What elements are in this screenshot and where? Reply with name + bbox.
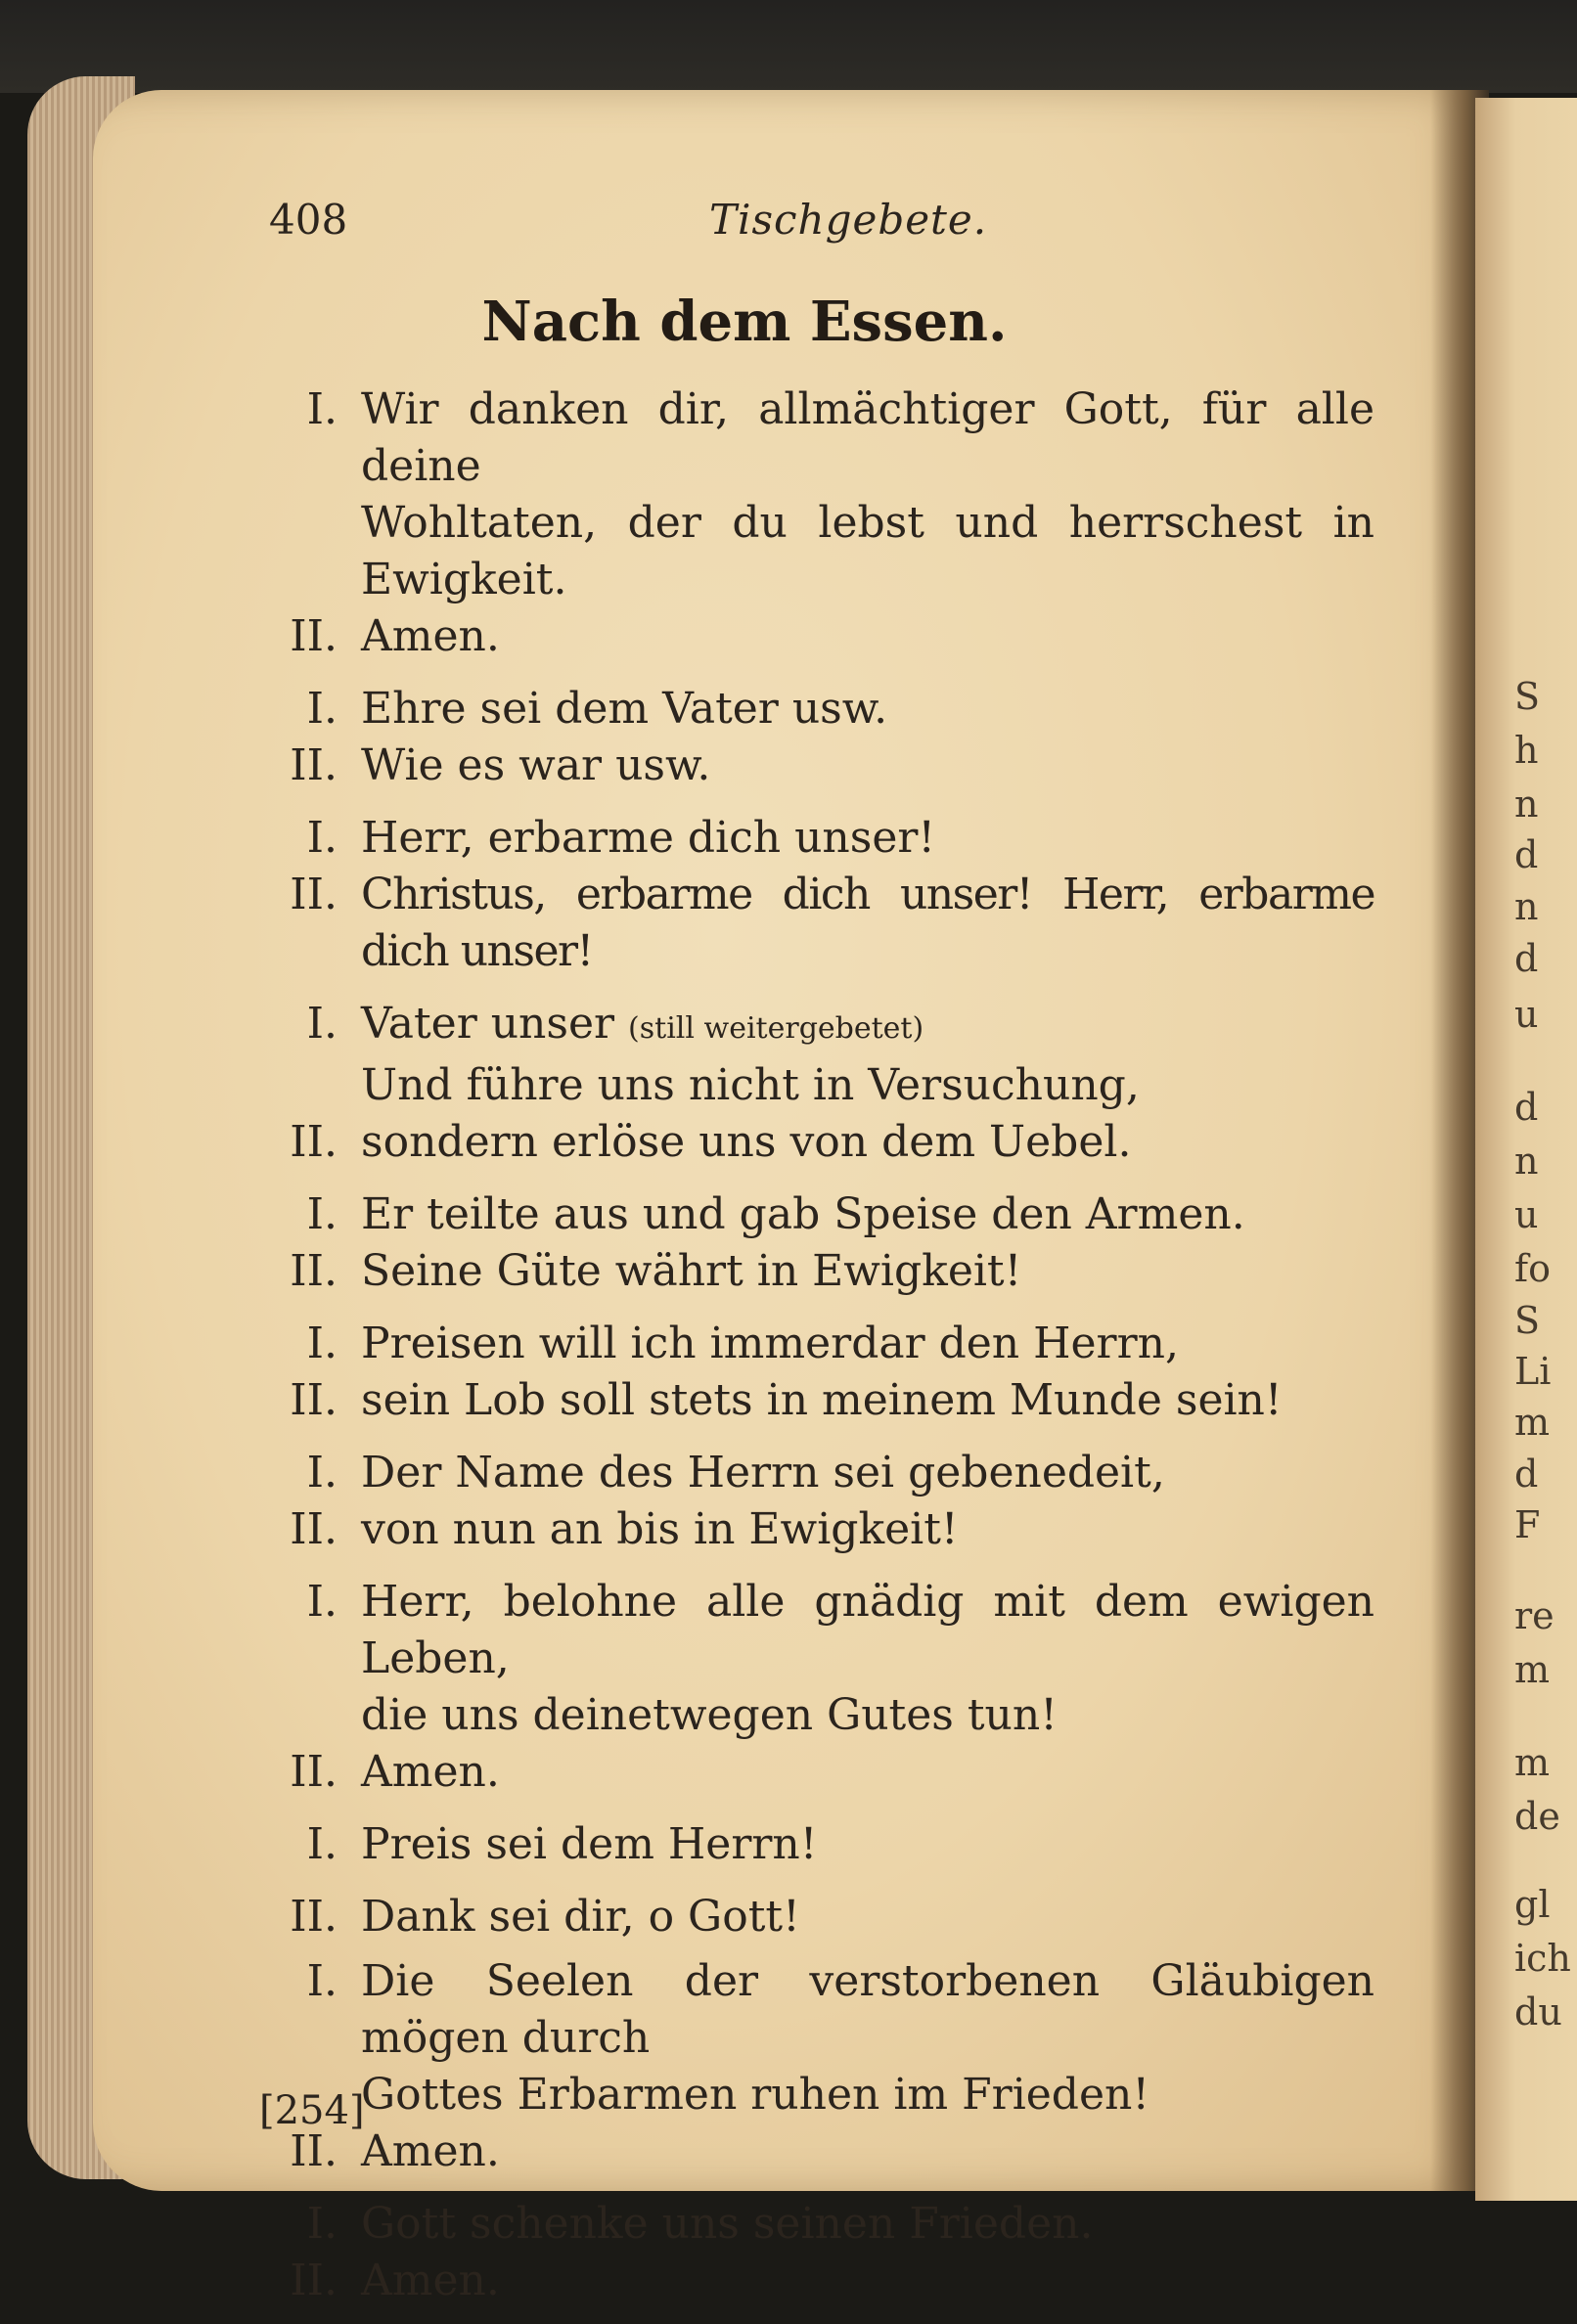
line-marker: I. bbox=[306, 1819, 338, 1869]
line-marker: I. bbox=[306, 2199, 338, 2249]
prayer-line bbox=[269, 867, 1374, 980]
line-text: Seine Güte währt in Ewigkeit! bbox=[361, 1246, 1022, 1296]
line-marker: II. bbox=[290, 2126, 338, 2176]
line-marker: I. bbox=[306, 813, 338, 863]
fragment: ich bbox=[1514, 1937, 1571, 1980]
line-text: sondern erlöse uns von dem Uebel. bbox=[361, 1117, 1132, 1167]
line-marker: I. bbox=[306, 1318, 338, 1368]
line-note: (still weitergebetet) bbox=[628, 1011, 924, 1046]
line-marker: II. bbox=[290, 1504, 338, 1554]
fragment: re bbox=[1514, 1594, 1554, 1637]
line-marker bbox=[269, 1687, 361, 1744]
fragment: d bbox=[1514, 1452, 1539, 1496]
prayer-line bbox=[269, 1953, 1374, 2067]
line-text: Preisen will ich immerdar den Herrn, bbox=[361, 1318, 1179, 1368]
prayer-line bbox=[269, 381, 1374, 495]
fragment: h bbox=[1514, 729, 1539, 772]
prayer-line bbox=[269, 996, 1374, 1057]
prayer-line bbox=[269, 2196, 1374, 2253]
line-text: Wir danken dir, allmächtiger Gott, für alle deine bbox=[361, 384, 1374, 491]
line-text: Amen. bbox=[361, 2256, 500, 2305]
prayer-line bbox=[269, 1186, 1374, 1243]
line-text: Gott schenke uns seinen Frieden. bbox=[361, 2199, 1094, 2249]
prayer-line bbox=[269, 1744, 1374, 1801]
line-marker: I. bbox=[306, 384, 338, 434]
prayer-line bbox=[269, 1889, 1374, 1945]
fragment: m bbox=[1514, 1401, 1551, 1444]
line-marker: II. bbox=[290, 1892, 338, 1942]
line-marker: II. bbox=[290, 1246, 338, 1296]
fragment: n bbox=[1514, 782, 1539, 826]
fragment: d bbox=[1514, 1086, 1539, 1129]
section-title: Nach dem Essen. bbox=[481, 290, 1008, 354]
fragment: d bbox=[1514, 833, 1539, 876]
line-text: Und führe uns nicht in Versuchung, bbox=[361, 1060, 1140, 1110]
prayer-line bbox=[269, 1687, 1374, 1744]
facing-page-fragment bbox=[1475, 98, 1577, 2201]
line-text-group bbox=[361, 996, 1374, 1057]
line-marker: II. bbox=[290, 1117, 338, 1167]
line-marker: I. bbox=[306, 1577, 338, 1627]
page-number: 408 bbox=[269, 196, 348, 244]
prayer-line bbox=[269, 1243, 1374, 1300]
prayer-line bbox=[269, 1114, 1374, 1171]
line-marker: II. bbox=[290, 740, 338, 790]
line-text: Herr, erbarme dich unser! bbox=[361, 813, 936, 863]
line-text: Amen. bbox=[361, 1747, 500, 1797]
prayer-line bbox=[269, 810, 1374, 867]
prayer-line bbox=[269, 1057, 1374, 1114]
line-text: die uns deinetwegen Gutes tun! bbox=[361, 1690, 1058, 1740]
fragment: m bbox=[1514, 1648, 1551, 1691]
fragment: gl bbox=[1514, 1883, 1551, 1926]
fragment: du bbox=[1514, 1990, 1562, 2034]
line-marker: I. bbox=[306, 684, 338, 734]
line-text: Amen. bbox=[361, 2126, 500, 2176]
prayer-line bbox=[269, 1372, 1374, 1429]
fragment: m bbox=[1514, 1741, 1551, 1784]
prayer-line bbox=[269, 2253, 1374, 2309]
fragment: S bbox=[1514, 1299, 1541, 1342]
fragment: n bbox=[1514, 1140, 1539, 1183]
line-marker: II. bbox=[290, 2256, 338, 2305]
prayer-line bbox=[269, 1501, 1374, 1558]
page-header bbox=[269, 196, 988, 254]
line-text: Herr, belohne alle gnädig mit dem ewigen Leben, bbox=[361, 1577, 1374, 1683]
fragment: S bbox=[1514, 675, 1541, 718]
line-marker: II. bbox=[290, 870, 338, 919]
fragment: n bbox=[1514, 885, 1539, 928]
running-title: Tischgebete. bbox=[709, 196, 988, 244]
line-text: Preis sei dem Herrn! bbox=[361, 1819, 818, 1869]
line-marker: II. bbox=[290, 1375, 338, 1425]
prayer-line bbox=[269, 737, 1374, 794]
prayer-line bbox=[269, 1574, 1374, 1687]
fragment: F bbox=[1514, 1503, 1541, 1546]
line-marker: I. bbox=[306, 1956, 338, 2006]
line-text: Ehre sei dem Vater usw. bbox=[361, 684, 888, 734]
prayer-line bbox=[269, 1445, 1374, 1501]
line-marker bbox=[269, 1057, 361, 1114]
line-text: Die Seelen der verstorbenen Gläubigen mögen durch bbox=[361, 1956, 1374, 2063]
line-text: Vater unser bbox=[361, 999, 615, 1049]
line-text: Der Name des Herrn sei gebenedeit, bbox=[361, 1448, 1165, 1497]
line-marker: I. bbox=[306, 999, 338, 1049]
fragment: u bbox=[1514, 993, 1539, 1036]
top-background bbox=[0, 0, 1577, 93]
line-marker bbox=[269, 495, 361, 608]
prayer-line bbox=[269, 608, 1374, 665]
line-text: sein Lob soll stets in meinem Munde sein! bbox=[361, 1375, 1283, 1425]
prayer-line bbox=[269, 495, 1374, 608]
prayer-line bbox=[269, 681, 1374, 737]
line-marker: I. bbox=[306, 1448, 338, 1497]
line-marker: II. bbox=[290, 611, 338, 661]
line-text: Amen. bbox=[361, 611, 500, 661]
line-text: Er teilte aus und gab Speise den Armen. bbox=[361, 1189, 1245, 1239]
fragment: u bbox=[1514, 1193, 1539, 1236]
line-text: Gottes Erbarmen ruhen im Frieden! bbox=[361, 2070, 1150, 2120]
fragment: Li bbox=[1514, 1350, 1552, 1393]
prayer-line bbox=[269, 2067, 1374, 2123]
fragment: de bbox=[1514, 1795, 1560, 1838]
line-text: Christus, erbarme dich unser! Herr, erbarme dich unser! bbox=[361, 870, 1374, 976]
fragment: fo bbox=[1514, 1247, 1551, 1290]
line-marker: II. bbox=[290, 1747, 338, 1797]
line-marker: I. bbox=[306, 1189, 338, 1239]
prayer-text bbox=[269, 381, 1374, 2309]
line-text: Dank sei dir, o Gott! bbox=[361, 1892, 800, 1942]
line-text: Wohltaten, der du lebst und herrschest in Ewigkeit. bbox=[361, 498, 1374, 604]
signature-mark: [254] bbox=[259, 2088, 365, 2133]
line-text: Wie es war usw. bbox=[361, 740, 711, 790]
prayer-line bbox=[269, 1316, 1374, 1372]
fragment: d bbox=[1514, 937, 1539, 980]
line-text: von nun an bis in Ewigkeit! bbox=[361, 1504, 959, 1554]
prayer-line bbox=[269, 1816, 1374, 1873]
prayer-line bbox=[269, 2123, 1374, 2180]
